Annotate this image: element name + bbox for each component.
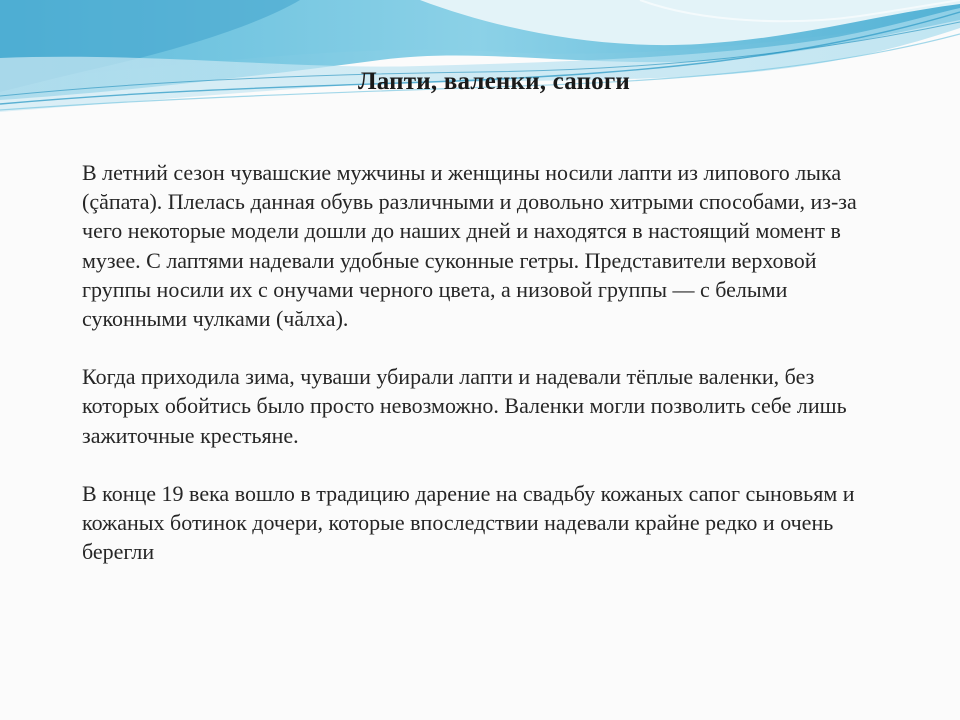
paragraph-lapti: В летний сезон чувашские мужчины и женщины носили лапти из липового лыка (çăпата). Плелась данная обувь различными и довольно хитрыми способами, из-за чего некоторые модели дошли до наших дней и находятся в настоящий момент в музее. С лаптями надевали удобные суконные гетры. Представители верховой группы носили их с онучами черного цвета, а низовой группы — с белыми суконными чулками (чăлха). [82, 160, 857, 332]
slide-title: Лапти, валенки, сапоги [357, 68, 631, 95]
paragraph-sapogi: В конце 19 века вошло в традицию дарение на свадьбу кожаных сапог сыновьям и кожаных ботинок дочери, которые впоследствии надевали крайне редко и очень берегли [82, 480, 855, 565]
paragraph-valenki: Когда приходила зима, чуваши убирали лапти и надевали тёплые валенки, без которых обойтись было просто невозможно. Валенки могли позволить себе лишь зажиточные крестьяне. [82, 364, 847, 448]
slide-body [82, 158, 872, 595]
